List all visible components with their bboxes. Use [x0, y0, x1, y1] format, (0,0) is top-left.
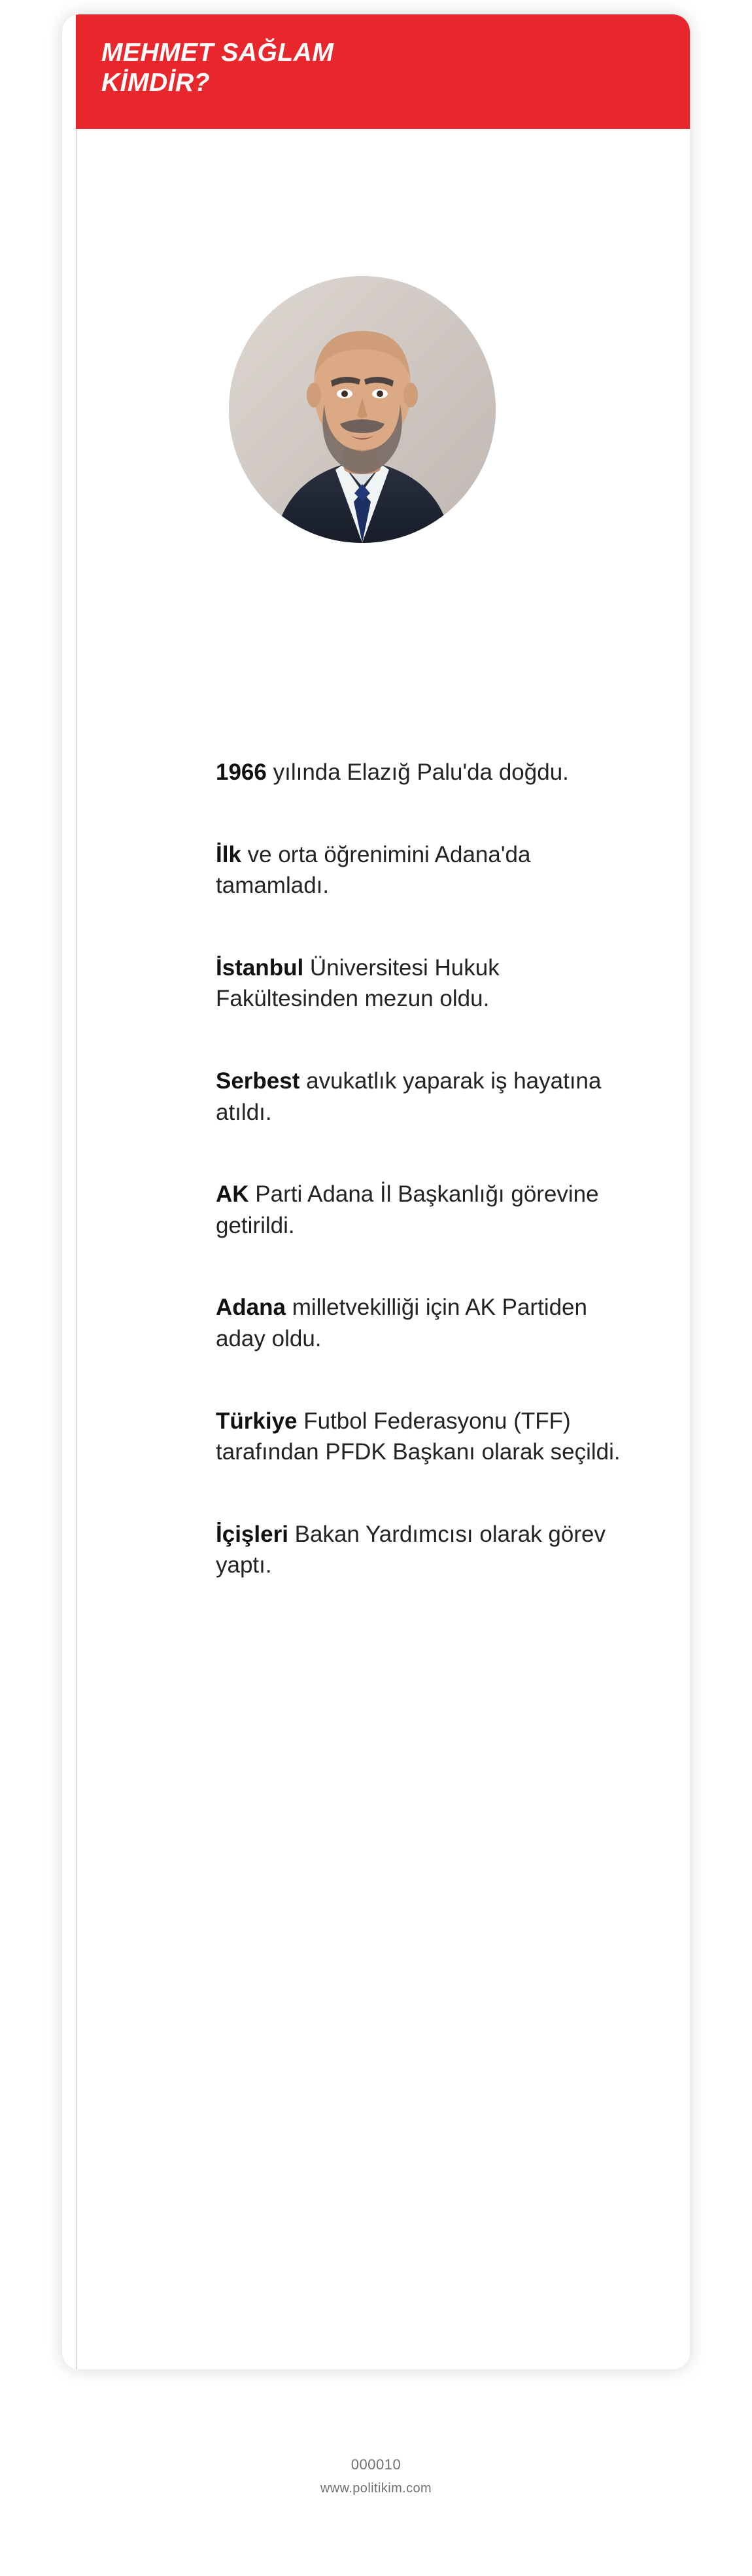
page-title: [101, 38, 559, 97]
list-item: [216, 1519, 621, 1581]
fact-lead: AK: [216, 1181, 249, 1208]
page-title-line-2: KİMDİR?: [101, 68, 210, 97]
list-item: [216, 757, 621, 788]
footer-site: www.politikim.com: [320, 2481, 432, 2496]
footer-code: 000010: [350, 2456, 402, 2473]
fact-lead: Adana: [216, 1295, 286, 1321]
fact-text: Bakan Yardımcısı olarak görev yaptı.: [216, 1521, 606, 1578]
fact-text: yılında Elazığ Palu'da doğdu.: [266, 759, 569, 785]
list-item: [216, 1406, 621, 1468]
header-left-accent: [62, 14, 76, 129]
fact-text: Parti Adana İl Başkanlığı görevine getirildi.: [216, 1181, 599, 1238]
fact-text: avukatlık yaparak iş hayatına atıldı.: [216, 1068, 602, 1125]
fact-lead: İlk: [216, 841, 241, 867]
fact-lead: İçişleri: [216, 1521, 288, 1547]
fact-text: milletvekilliği için AK Partiden aday oldu.: [216, 1295, 587, 1351]
left-divider: [76, 129, 77, 2369]
list-item: [216, 1179, 621, 1241]
biography-list: [216, 734, 621, 1581]
fact-lead: Türkiye: [216, 1408, 298, 1434]
avatar: [229, 276, 496, 543]
portrait-illustration: [229, 276, 496, 543]
list-item: [216, 1292, 621, 1354]
footer: [0, 2456, 752, 2496]
list-item: [216, 1066, 621, 1128]
fact-lead: Serbest: [216, 1068, 300, 1094]
header-band: [62, 14, 690, 129]
fact-text: Üniversitesi Hukuk Fakültesinden mezun oldu.: [216, 954, 500, 1012]
fact-lead: İstanbul: [216, 954, 304, 981]
fact-lead: 1966: [216, 759, 267, 785]
profile-card: [62, 14, 690, 2369]
list-item: [216, 952, 621, 1015]
list-item: [216, 839, 621, 901]
page-title-line-1: MEHMET SAĞLAM: [101, 39, 334, 67]
fact-text: ve orta öğrenimini Adana'da tamamladı.: [216, 841, 531, 899]
fact-text: Futbol Federasyonu (TFF) tarafından PFDK Başkanı olarak seçildi.: [216, 1408, 621, 1465]
